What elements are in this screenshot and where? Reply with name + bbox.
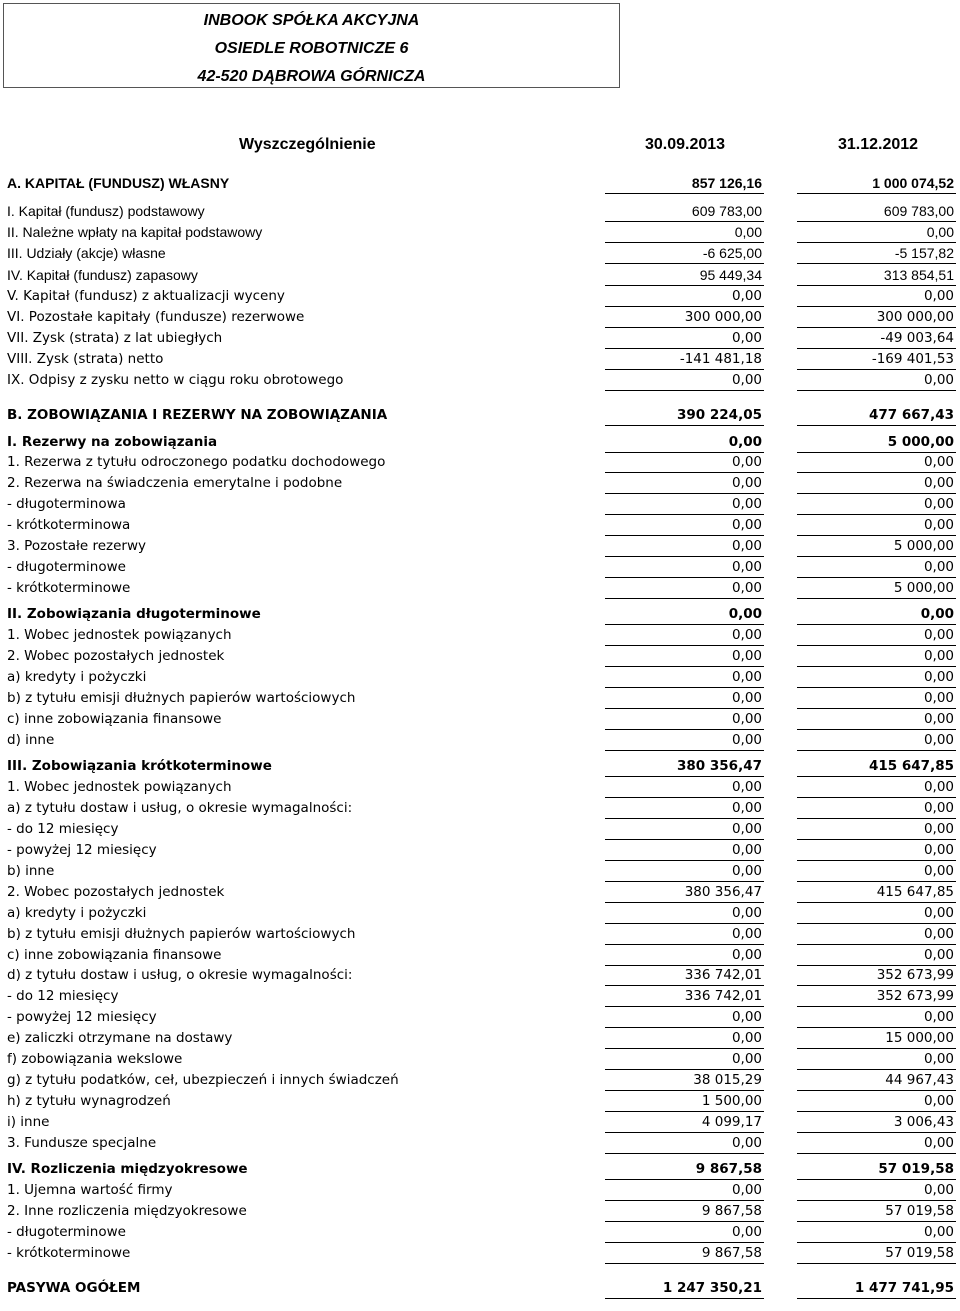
- table-row: [0, 515, 960, 536]
- value-2013: 0,00: [731, 821, 762, 837]
- value-2012: 0,00: [923, 711, 954, 727]
- column-header-2012: 31.12.2012: [838, 136, 919, 153]
- value-2013: 0,00: [731, 627, 762, 643]
- value-2012: 0,00: [923, 1009, 954, 1025]
- table-row: [0, 265, 960, 286]
- row-label: b) z tytułu emisji dłużnych papierów wartościowych: [7, 690, 356, 706]
- table-row: [0, 798, 960, 819]
- row-label: a) z tytułu dostaw i usług, o okresie wymagalności:: [7, 800, 353, 816]
- table-row: [0, 756, 960, 777]
- value-2013: 0,00: [731, 842, 762, 858]
- table-row: [0, 557, 960, 578]
- row-label: II. Zobowiązania długoterminowe: [7, 606, 261, 622]
- value-2013: 380 356,47: [684, 884, 762, 900]
- value-2013: 380 356,47: [677, 758, 762, 774]
- value-2012: 0,00: [923, 517, 954, 533]
- value-underline: [797, 1298, 956, 1299]
- value-2013: 9 867,58: [701, 1245, 762, 1261]
- row-label: c) inne zobowiązania finansowe: [7, 711, 222, 727]
- value-2012: 0,00: [923, 947, 954, 963]
- value-underline: [797, 263, 956, 264]
- value-2013: 609 783,00: [691, 203, 762, 219]
- company-city: 42-520 DĄBROWA GÓRNICZA: [197, 68, 426, 85]
- value-2012: 0,00: [923, 669, 954, 685]
- table-row: [0, 709, 960, 730]
- value-2013: 38 015,29: [693, 1072, 762, 1088]
- value-2013: 0,00: [731, 648, 762, 664]
- row-label: - długoterminowe: [7, 1224, 126, 1240]
- value-2013: 0,00: [731, 580, 762, 596]
- table-row: [0, 1049, 960, 1070]
- row-label: - do 12 miesięcy: [7, 821, 119, 837]
- value-2012: 5 000,00: [893, 538, 954, 554]
- value-2012: 57 019,58: [885, 1245, 954, 1261]
- row-label: g) z tytułu podatków, ceł, ubezpieczeń i innych świadczeń: [7, 1072, 399, 1088]
- value-underline: [605, 263, 764, 264]
- value-2012: 477 667,43: [869, 407, 954, 423]
- value-2013: 336 742,01: [684, 988, 762, 1004]
- table-row: [0, 1091, 960, 1112]
- value-underline: [605, 750, 764, 751]
- table-row: [0, 777, 960, 798]
- value-underline: [797, 1153, 956, 1154]
- company-street: OSIEDLE ROBOTNICZE 6: [214, 40, 409, 57]
- row-label: f) zobowiązania wekslowe: [7, 1051, 183, 1067]
- table-row: [0, 625, 960, 646]
- value-2013: 0,00: [731, 926, 762, 942]
- value-2012: 609 783,00: [883, 203, 954, 219]
- value-2012: 415 647,85: [876, 884, 954, 900]
- table-row: [0, 924, 960, 945]
- value-2012: 57 019,58: [878, 1161, 954, 1177]
- value-2012: 300 000,00: [876, 309, 954, 325]
- value-2012: 415 647,85: [869, 758, 954, 774]
- value-2013: 9 867,58: [701, 1203, 762, 1219]
- table-row: [0, 405, 960, 426]
- value-2012: 352 673,99: [876, 988, 954, 1004]
- value-2012: 0,00: [923, 1135, 954, 1151]
- value-2012: 5 000,00: [893, 580, 954, 596]
- row-label: h) z tytułu wynagrodzeń: [7, 1093, 171, 1109]
- row-label: 1. Wobec jednostek powiązanych: [7, 627, 232, 643]
- value-2013: 1 247 350,21: [662, 1280, 762, 1296]
- row-label: - krótkoterminowe: [7, 1245, 131, 1261]
- column-header-2013: 30.09.2013: [645, 136, 726, 153]
- value-2012: 0,00: [923, 863, 954, 879]
- value-2013: 857 126,16: [691, 175, 762, 191]
- value-2012: 1 477 741,95: [854, 1280, 954, 1296]
- value-underline: [797, 1263, 956, 1264]
- row-label: 1. Ujemna wartość firmy: [7, 1182, 173, 1198]
- value-2013: 4 099,17: [701, 1114, 762, 1130]
- value-underline: [797, 425, 956, 426]
- table-row: [0, 1180, 960, 1201]
- row-label: III. Zobowiązania krótkoterminowe: [7, 758, 272, 774]
- table-row: [0, 965, 960, 986]
- value-2012: 15 000,00: [885, 1030, 954, 1046]
- value-2013: 0,00: [731, 1224, 762, 1240]
- table-row: [0, 494, 960, 515]
- row-label: III. Udziały (akcje) własne: [7, 245, 166, 261]
- value-underline: [605, 390, 764, 391]
- value-2012: 0,00: [923, 821, 954, 837]
- row-label: - do 12 miesięcy: [7, 988, 119, 1004]
- table-row: [0, 243, 960, 264]
- value-2012: 0,00: [923, 926, 954, 942]
- value-2013: 95 449,34: [699, 267, 762, 283]
- value-underline: [605, 425, 764, 426]
- company-name: INBOOK SPÓŁKA AKCYJNA: [203, 12, 420, 29]
- value-2013: 0,00: [731, 1009, 762, 1025]
- table-row: [0, 840, 960, 861]
- row-label: VI. Pozostałe kapitały (fundusze) rezerwowe: [7, 309, 305, 325]
- value-2012: 0,00: [926, 224, 954, 240]
- row-label: - powyżej 12 miesięcy: [7, 1009, 157, 1025]
- value-2013: 0,00: [731, 538, 762, 554]
- value-2012: 0,00: [923, 800, 954, 816]
- table-row: [0, 688, 960, 709]
- row-label: PASYWA OGÓŁEM: [7, 1280, 141, 1296]
- value-2012: -5 157,82: [894, 245, 954, 261]
- value-2013: 336 742,01: [684, 967, 762, 983]
- row-label: 3. Fundusze specjalne: [7, 1135, 157, 1151]
- value-2012: 57 019,58: [885, 1203, 954, 1219]
- value-underline: [605, 1263, 764, 1264]
- row-label: 1. Rezerwa z tytułu odroczonego podatku dochodowego: [7, 454, 386, 470]
- table-row: [0, 667, 960, 688]
- row-label: d) inne: [7, 732, 55, 748]
- value-2013: 0,00: [731, 559, 762, 575]
- value-2013: 0,00: [728, 434, 762, 450]
- row-label: 2. Wobec pozostałych jednostek: [7, 884, 225, 900]
- table-row: [0, 903, 960, 924]
- value-underline: [797, 598, 956, 599]
- row-label: IV. Kapitał (fundusz) zapasowy: [7, 267, 198, 283]
- table-row: [0, 604, 960, 625]
- table-row: [0, 578, 960, 599]
- value-2012: 0,00: [923, 372, 954, 388]
- value-2012: 313 854,51: [883, 267, 954, 283]
- table-row: [0, 882, 960, 903]
- value-2013: 0,00: [731, 905, 762, 921]
- value-2012: 0,00: [923, 648, 954, 664]
- value-2012: 0,00: [923, 475, 954, 491]
- value-2013: 9 867,58: [695, 1161, 762, 1177]
- value-2013: 0,00: [731, 863, 762, 879]
- table-row: [0, 1112, 960, 1133]
- value-2012: 0,00: [923, 1182, 954, 1198]
- value-2012: 0,00: [923, 905, 954, 921]
- table-row: [0, 349, 960, 370]
- value-2012: 0,00: [923, 1224, 954, 1240]
- table-row: [0, 1133, 960, 1154]
- row-label: - krótkoterminowa: [7, 517, 131, 533]
- value-2013: 0,00: [731, 711, 762, 727]
- table-row: [0, 1028, 960, 1049]
- column-header-description: Wyszczególnienie: [239, 136, 376, 153]
- value-2013: 0,00: [731, 1051, 762, 1067]
- row-label: 1. Wobec jednostek powiązanych: [7, 779, 232, 795]
- row-label: 2. Wobec pozostałych jednostek: [7, 648, 225, 664]
- value-2013: 1 500,00: [701, 1093, 762, 1109]
- row-label: I. Rezerwy na zobowiązania: [7, 434, 218, 450]
- value-2012: 0,00: [923, 690, 954, 706]
- table-row: [0, 370, 960, 391]
- value-2013: 0,00: [731, 800, 762, 816]
- row-label: IX. Odpisy z zysku netto w ciągu roku obrotowego: [7, 372, 344, 388]
- value-2013: 0,00: [731, 496, 762, 512]
- table-row: [0, 861, 960, 882]
- value-2013: 0,00: [731, 1135, 762, 1151]
- table-row: [0, 1278, 960, 1299]
- value-2012: 1 000 074,52: [872, 175, 954, 191]
- value-2013: 0,00: [731, 475, 762, 491]
- table-row: [0, 1243, 960, 1264]
- row-label: VII. Zysk (strata) z lat ubiegłych: [7, 330, 223, 346]
- row-label: IV. Rozliczenia międzyokresowe: [7, 1161, 248, 1177]
- row-label: 3. Pozostałe rezerwy: [7, 538, 147, 554]
- value-2013: 0,00: [731, 454, 762, 470]
- table-row: [0, 730, 960, 751]
- value-2012: 44 967,43: [885, 1072, 954, 1088]
- table-row: [0, 432, 960, 453]
- table-row: [0, 646, 960, 667]
- table-row: [0, 819, 960, 840]
- value-2012: 0,00: [923, 496, 954, 512]
- row-label: 2. Inne rozliczenia międzyokresowe: [7, 1203, 247, 1219]
- table-row: [0, 536, 960, 557]
- value-underline: [605, 598, 764, 599]
- value-underline: [605, 1153, 764, 1154]
- value-2013: 0,00: [731, 690, 762, 706]
- value-2012: 352 673,99: [876, 967, 954, 983]
- value-2012: 0,00: [923, 288, 954, 304]
- row-label: - powyżej 12 miesięcy: [7, 842, 157, 858]
- table-row: [0, 945, 960, 966]
- table-row: [0, 286, 960, 307]
- table-row: [0, 1222, 960, 1243]
- value-2013: 0,00: [728, 606, 762, 622]
- value-2012: -49 003,64: [880, 330, 954, 346]
- row-label: - długoterminowa: [7, 496, 126, 512]
- row-label: B. ZOBOWIĄZANIA I REZERWY NA ZOBOWIĄZANIA: [7, 407, 388, 423]
- value-2013: -141 481,18: [679, 351, 762, 367]
- table-row: [0, 473, 960, 494]
- row-label: a) kredyty i pożyczki: [7, 905, 147, 921]
- value-2012: 0,00: [923, 842, 954, 858]
- table-row: [0, 1007, 960, 1028]
- value-underline: [605, 193, 764, 194]
- value-underline: [797, 193, 956, 194]
- value-2012: 3 006,43: [893, 1114, 954, 1130]
- value-2013: 0,00: [731, 1182, 762, 1198]
- value-2013: 0,00: [731, 372, 762, 388]
- row-label: a) kredyty i pożyczki: [7, 669, 147, 685]
- row-label: A. KAPITAŁ (FUNDUSZ) WŁASNY: [7, 175, 230, 191]
- row-label: c) inne zobowiązania finansowe: [7, 947, 222, 963]
- table-row: [0, 222, 960, 243]
- value-2012: -169 401,53: [871, 351, 954, 367]
- value-2012: 0,00: [923, 1093, 954, 1109]
- row-label: i) inne: [7, 1114, 50, 1130]
- value-2012: 0,00: [923, 559, 954, 575]
- value-2013: 390 224,05: [677, 407, 762, 423]
- table-row: [0, 201, 960, 222]
- value-2012: 0,00: [923, 779, 954, 795]
- value-2012: 0,00: [923, 454, 954, 470]
- value-2013: 0,00: [731, 288, 762, 304]
- row-label: II. Należne wpłaty na kapitał podstawowy: [7, 224, 263, 240]
- row-label: b) z tytułu emisji dłużnych papierów wartościowych: [7, 926, 356, 942]
- value-2013: 0,00: [731, 330, 762, 346]
- table-row: [0, 452, 960, 473]
- value-2013: 300 000,00: [684, 309, 762, 325]
- table-row: [0, 1159, 960, 1180]
- value-2013: 0,00: [731, 947, 762, 963]
- value-2012: 5 000,00: [887, 434, 954, 450]
- value-2012: 0,00: [920, 606, 954, 622]
- value-underline: [605, 1298, 764, 1299]
- table-row: [0, 328, 960, 349]
- value-2013: 0,00: [731, 669, 762, 685]
- row-label: - krótkoterminowe: [7, 580, 131, 596]
- value-2013: 0,00: [731, 732, 762, 748]
- row-label: I. Kapitał (fundusz) podstawowy: [7, 203, 205, 219]
- table-row: [0, 986, 960, 1007]
- value-underline: [797, 750, 956, 751]
- row-label: d) z tytułu dostaw i usług, o okresie wymagalności:: [7, 967, 353, 983]
- row-label: e) zaliczki otrzymane na dostawy: [7, 1030, 233, 1046]
- row-label: b) inne: [7, 863, 55, 879]
- value-underline: [797, 390, 956, 391]
- row-label: - długoterminowe: [7, 559, 126, 575]
- table-row: [0, 1201, 960, 1222]
- value-2013: 0,00: [731, 1030, 762, 1046]
- value-2013: -6 625,00: [702, 245, 762, 261]
- value-2013: 0,00: [734, 224, 762, 240]
- value-2012: 0,00: [923, 732, 954, 748]
- row-label: V. Kapitał (fundusz) z aktualizacji wyceny: [7, 288, 285, 304]
- value-2013: 0,00: [731, 517, 762, 533]
- row-label: 2. Rezerwa na świadczenia emerytalne i podobne: [7, 475, 343, 491]
- value-2012: 0,00: [923, 1051, 954, 1067]
- value-2012: 0,00: [923, 627, 954, 643]
- table-row: [0, 173, 960, 194]
- table-row: [0, 1070, 960, 1091]
- value-2013: 0,00: [731, 779, 762, 795]
- row-label: VIII. Zysk (strata) netto: [7, 351, 164, 367]
- table-row: [0, 307, 960, 328]
